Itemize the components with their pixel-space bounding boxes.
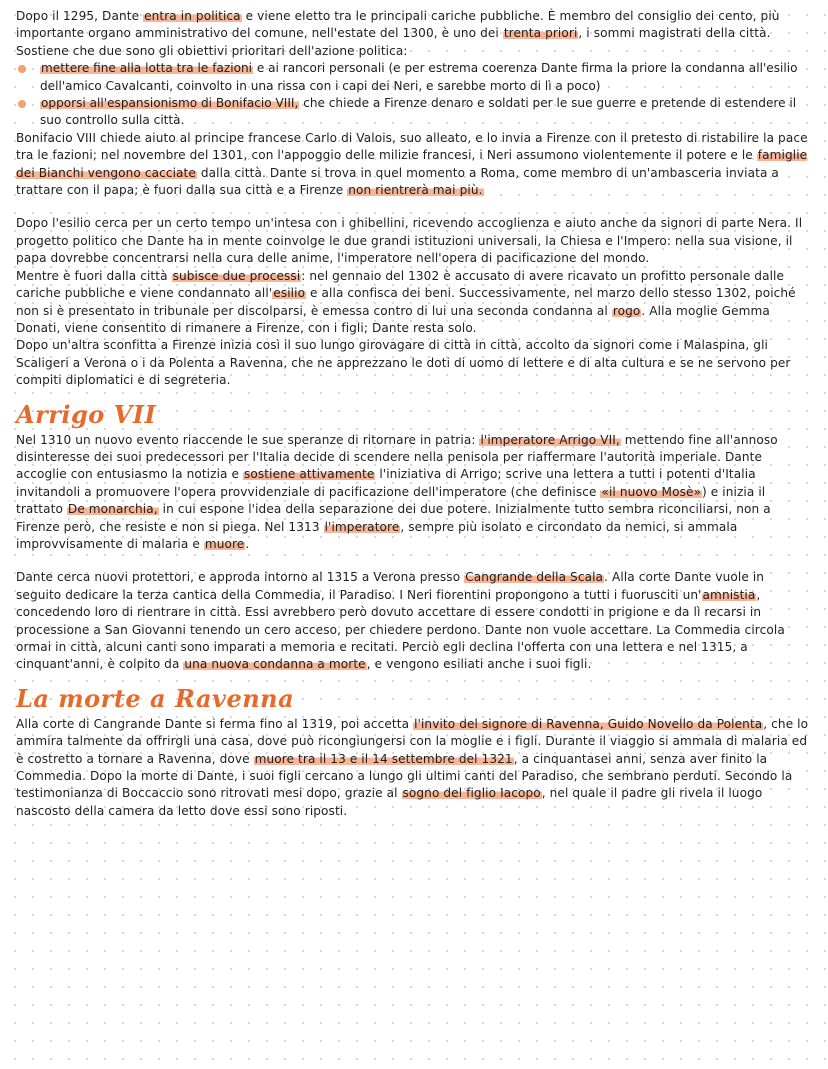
text: e ai rancori personali (e per estrema coerenza Dante firma la priore la condanna all'esilio dell'amico Cavalcanti, coinvolto in una rissa con i capi dei Neri, e sarebbe morto di lì a poco) bbox=[40, 61, 798, 93]
text: , i sommi magistrati della città. Sostiene che due sono gli obiettivi prioritari dell'azione politica: bbox=[16, 26, 771, 58]
text: : nel gennaio del 1302 è accusato di avere ricavato un profitto personale dalle cariche pubbliche e viene condannato all' bbox=[16, 268, 785, 301]
text: , concedendo loro di rientrare in città. Essi avrebbero però dovuto accettare di essere condotti in prigione e da lì recarsi in processione a San Giovanni tenendo un cero acceso, per chiedere perdono. Dante non vuole accettare. La Commedia circola ormai in città, alcuni canti sono imparati a memoria e recitati. Perciò egli declina l'offerta con una lettera e nel 1315, a cinquant'anni, è colpito da bbox=[16, 587, 785, 672]
text: Bonifacio VIII chiede aiuto al principe francese Carlo di Valois, suo alleato, e lo invia a Firenze con il pretesto di ristabilire la pace tra le fazioni; nel novembre del 1301, con l'appoggio delle milizie francesi, i Neri assumono violentemente il potere e le bbox=[16, 130, 808, 163]
paragraph-exile bbox=[16, 215, 812, 267]
text: Mentre è fuori dalla città bbox=[16, 268, 172, 283]
text: in cui espone l'idea della separazione dei due potere. Inizialmente tutto sembra riconciliarsi, non a Firenze però, che resiste e non si piega. Nel 1313 bbox=[16, 502, 771, 534]
text: Dante cerca nuovi protettori, e approda intorno al 1315 a Verona presso bbox=[16, 570, 465, 585]
text: , che lo ammira talmente da offrirgli una casa, dove può ricongiungersi con la moglie e i figli. Durante il viaggio si ammala di malaria ed è costretto a tornare a Ravenna, dove bbox=[16, 716, 809, 766]
text: Dopo il 1295, Dante bbox=[16, 9, 144, 23]
highlight: mettere fine alla lotta tra le fazioni bbox=[41, 61, 253, 76]
highlight: sogno del figlio Iacopo bbox=[402, 786, 541, 801]
paragraph-cangrande bbox=[16, 569, 812, 673]
highlight: muore bbox=[204, 536, 245, 551]
highlight: Cangrande della Scala bbox=[465, 570, 604, 585]
paragraph-arrigo bbox=[16, 432, 812, 554]
highlight: «il nuovo Mosè» bbox=[601, 484, 702, 499]
highlight: muore tra il 13 e il 14 settembre del 1321 bbox=[254, 751, 513, 766]
highlight: entra in politica bbox=[144, 9, 241, 23]
paragraph-trials bbox=[16, 268, 812, 338]
text: , e vengono esiliati anche i suoi figli. bbox=[366, 657, 592, 672]
text: Nel 1310 un nuovo evento riaccende le sue speranze di ritornare in patria: bbox=[16, 432, 480, 447]
highlight: amnistia bbox=[702, 587, 756, 602]
highlight: opporsi all'espansionismo di Bonifacio VIII, bbox=[41, 96, 299, 111]
text: e viene eletto tra le principali cariche pubbliche. È membro del consiglio dei cento, più importante organo amministrativo del comune, nell'estate del 1300, è uno dei bbox=[16, 9, 780, 41]
highlight: trenta priori bbox=[503, 26, 578, 41]
text: , sempre più isolato e circondato da nemici, si ammala improvvisamente di malaria e bbox=[16, 519, 738, 551]
bullet-item bbox=[16, 60, 812, 95]
highlight: famiglie dei Bianchi vengono cacciate bbox=[16, 148, 808, 180]
bullet-item bbox=[16, 95, 812, 130]
text: , a cinquantasei anni, senza aver finito la Commedia. Dopo la morte di Dante, i suoi figli cercano a lungo gli ultimi canti del Paradiso, che sembrano perduti. Secondo la testimonianza di Boccaccio sono ritrovati mesi dopo, grazie al bbox=[16, 751, 793, 801]
highlight: De monarchia, bbox=[67, 502, 158, 517]
text: . Alla corte Dante vuole in seguito dedicare la terza cantica della Commedia, il Paradiso. I Neri fiorentini propongono a tutti i fuorusciti un' bbox=[16, 570, 765, 602]
highlight: non rientrerà mai più. bbox=[348, 183, 483, 198]
text: , nel quale il padre gli rivela il luogo nascosto della camera da letto dove essi sono riposti. bbox=[16, 786, 763, 818]
paragraph-ravenna bbox=[16, 716, 812, 820]
text: ) e inizia il trattato bbox=[16, 484, 766, 517]
text: mettendo fine all'annoso disinteresse dei suoi predecessori per l'Italia decide di scendere nella penisola per riaffermare l'autorità imperiale. Dante accoglie con entusiasmo la notizia e bbox=[16, 432, 778, 482]
highlight: sostiene attivamente bbox=[244, 467, 375, 482]
bullet-dot-icon bbox=[18, 100, 26, 108]
text: Dopo l'esilio cerca per un certo tempo un'intesa con i ghibellini, ricevendo accoglienza e aiuto anche da signori di parte Nera. Il progetto politico che Dante ha in mente coinvolge le due grandi istituzioni universali, la Chiesa e l'Impero: nella sua visione, il papa dovrebbe concentrarsi nella cura delle anime, l'imperatore nell'opera di pacificazione del mondo. bbox=[16, 216, 803, 266]
text: . bbox=[245, 536, 250, 551]
text: Alla corte di Cangrande Dante si ferma fino al 1319, poi accetta bbox=[16, 716, 414, 731]
text: . Alla moglie Gemma Donati, viene consentito di rimanere a Firenze, con i figli; Dante resta solo. bbox=[16, 303, 770, 335]
paragraph-bonifacio bbox=[16, 130, 812, 200]
highlight: esilio bbox=[273, 286, 306, 301]
highlight: subisce due processi bbox=[172, 268, 301, 283]
section-heading-morte: La morte a Ravenna bbox=[16, 683, 295, 713]
bullet-dot-icon bbox=[18, 65, 26, 73]
text: l'iniziativa di Arrigo; scrive una lettera a tutti i potenti d'Italia invitandoli a promuovere l'opera provvidenziale di pacificazione dell'imperatore (che definisce bbox=[16, 467, 756, 499]
highlight: rogo bbox=[612, 303, 641, 318]
highlight: l'imperatore Arrigo VII, bbox=[480, 432, 620, 447]
paragraph-wandering bbox=[16, 337, 812, 389]
highlight: l'imperatore bbox=[324, 519, 400, 534]
notes-page bbox=[16, 8, 812, 820]
paragraph-political-career bbox=[16, 8, 812, 60]
text: dalla città. Dante si trova in quel momento a Roma, come membro di un'ambasceria inviata a trattare con il papa; è fuori dalla sua città e a Firenze bbox=[16, 165, 779, 198]
highlight: l'invito del signore di Ravenna, Guido Novello da Polenta bbox=[414, 716, 763, 731]
text: che chiede a Firenze denaro e soldati per le sue guerre e pretende di estendere il suo controllo sulla città. bbox=[40, 96, 797, 128]
highlight: una nuova condanna a morte bbox=[184, 657, 366, 672]
section-heading-arrigo: Arrigo VII bbox=[16, 399, 157, 429]
bullet-list bbox=[16, 60, 812, 130]
text: Dopo un'altra sconfitta a Firenze inizia così il suo lungo girovagare di città in città, accolto da signori come i Malaspina, gli Scaligeri a Verona o i da Polenta a Ravenna, che ne apprezzano le doti di uomo di lettere e di alta cultura e se ne servono per compiti diplomatici e di segreteria. bbox=[16, 338, 791, 388]
text: e alla confisca dei beni. Successivamente, nel marzo dello stesso 1302, poiché non si è presentato in tribunale per discolparsi, è emessa contro di lui una seconda condanna al bbox=[16, 286, 796, 318]
